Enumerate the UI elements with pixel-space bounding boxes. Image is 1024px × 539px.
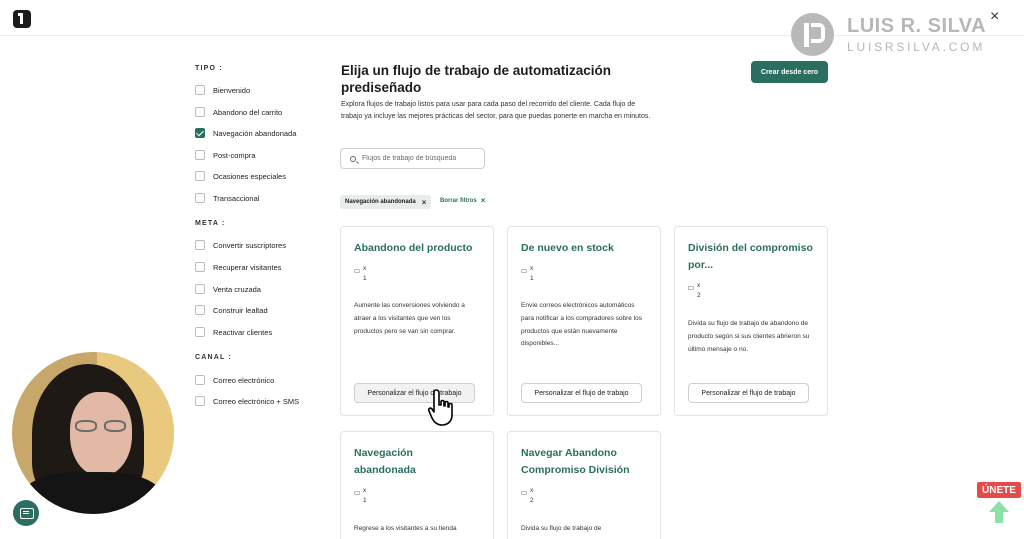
checkbox[interactable] [195,150,205,160]
workflow-card[interactable]: Navegación abandonada x 1 Regrese a los visitantes a su tienda [340,431,494,539]
card-description: Divida su flujo de trabajo de abandono de producto según si sus clientes abrieron su último mensaje o no. [688,320,810,353]
checkbox[interactable] [195,327,205,337]
filter-heading-type: TIPO : [195,65,223,72]
workflow-card[interactable]: División del compromiso por... x 2 Divida su flujo de trabajo de abandono de producto según si sus clientes abrieron su último mensaje o no. Personalizar el flujo de trabajo [674,226,828,416]
filter-venta-cruzada[interactable]: Venta cruzada [195,283,261,295]
remove-filter-icon[interactable]: × [421,197,427,207]
brand-watermark [791,13,986,57]
filter-bienvenido[interactable]: Bienvenido [195,84,250,96]
brand-name: LUIS R. SILVA [847,15,987,37]
filter-heading-channel: CANAL : [195,354,233,361]
search-input[interactable] [362,155,482,162]
arrow-up-icon [988,500,1010,524]
customize-workflow-button[interactable]: Personalizar el flujo de trabajo [521,383,642,403]
message-icon [521,269,527,273]
message-icon [688,286,694,290]
card-title[interactable]: Navegación abandonada [354,447,416,476]
checkbox[interactable] [195,193,205,203]
card-title[interactable]: División del compromiso por... [688,242,813,271]
filter-navegacion-abandonada[interactable]: Navegación abandonada [195,127,296,139]
search-box[interactable] [340,148,485,169]
checkbox[interactable] [195,375,205,385]
filter-correo-sms[interactable]: Correo electrónico + SMS [195,395,299,407]
card-description: Aumente las conversiones volviendo a atraer a los visitantes que ven los productos pero se van sin comprar. [354,302,465,335]
search-icon [350,156,356,162]
active-filter-label: Navegación abandonada [345,199,416,205]
checkbox[interactable] [195,107,205,117]
filter-recuperar-visitantes[interactable]: Recuperar visitantes [195,261,281,273]
customize-workflow-button[interactable]: Personalizar el flujo de trabajo [688,383,809,403]
page-title: Elija un flujo de trabajo de automatización prediseñado [341,63,612,95]
workflow-card[interactable]: Abandono del producto x 1 Aumente las conversiones volviendo a atraer a los visitantes que ven los productos pero se van sin comprar. Personalizar el flujo de trabajo [340,226,494,416]
card-description: Envíe correos electrónicos automáticos para notificar a los compradores sobre los productos que están nuevamente disponibles... [521,302,643,348]
brand-logo-icon [791,13,834,56]
filter-convertir-suscriptores[interactable]: Convertir suscriptores [195,239,286,251]
checkbox[interactable] [195,85,205,95]
card-description: Divida su flujo de trabajo de [521,525,602,532]
message-icon [354,491,360,495]
message-icon [354,269,360,273]
chat-icon[interactable] [13,500,39,526]
page-description: Explora flujos de trabajo listos para usar para cada paso del recorrido del cliente. Cada flujo de trabajo ya incluye las mejores prácticas del sector, para que puedas ponerte en marcha en minutos. [341,101,651,120]
filter-post-compra[interactable]: Post-compra [195,149,256,161]
checkbox[interactable] [195,396,205,406]
active-filter-chip [340,195,431,209]
card-title[interactable]: Navegar Abandono Compromiso División [521,447,630,476]
filter-correo[interactable]: Correo electrónico [195,374,274,386]
message-icon [521,491,527,495]
webcam-overlay [12,352,174,514]
filter-construir-lealtad[interactable]: Construir lealtad [195,304,268,316]
filter-ocasiones-especiales[interactable]: Ocasiones especiales [195,170,286,182]
filter-abandono-carrito[interactable]: Abandono del carrito [195,106,282,118]
customize-workflow-button[interactable]: Personalizar el flujo de trabajo [354,383,475,403]
workflow-card[interactable]: De nuevo en stock x 1 Envíe correos electrónicos automáticos para notificar a los compradores sobre los productos que están nuevamente disponibles... Personalizar el flujo de trabajo [507,226,661,416]
card-title[interactable]: Abandono del producto [354,242,473,254]
join-badge[interactable]: ÚNETE [977,482,1021,498]
app-logo-icon[interactable] [13,10,31,28]
brand-url: LUISRSILVA.COM [847,40,986,54]
checkbox[interactable] [195,305,205,315]
checkbox[interactable] [195,171,205,181]
hand-cursor-icon [428,388,458,428]
filter-reactivar-clientes[interactable]: Reactivar clientes [195,326,272,338]
checkbox[interactable] [195,240,205,250]
workflow-card[interactable]: Navegar Abandono Compromiso División x 2 Divida su flujo de trabajo de [507,431,661,539]
checkbox[interactable] [195,262,205,272]
checkbox[interactable] [195,284,205,294]
filter-transaccional[interactable]: Transaccional [195,192,259,204]
clear-filters-icon: × [480,196,486,205]
create-from-scratch-button[interactable]: Crear desde cero [751,61,828,83]
clear-filters-link[interactable]: Borrar filtros × [440,196,486,205]
card-description: Regrese a los visitantes a su tienda [354,525,457,532]
filter-heading-goal: META : [195,220,226,227]
checkbox-checked[interactable] [195,128,205,138]
card-title[interactable]: De nuevo en stock [521,242,614,254]
close-icon[interactable]: × [990,8,1000,25]
